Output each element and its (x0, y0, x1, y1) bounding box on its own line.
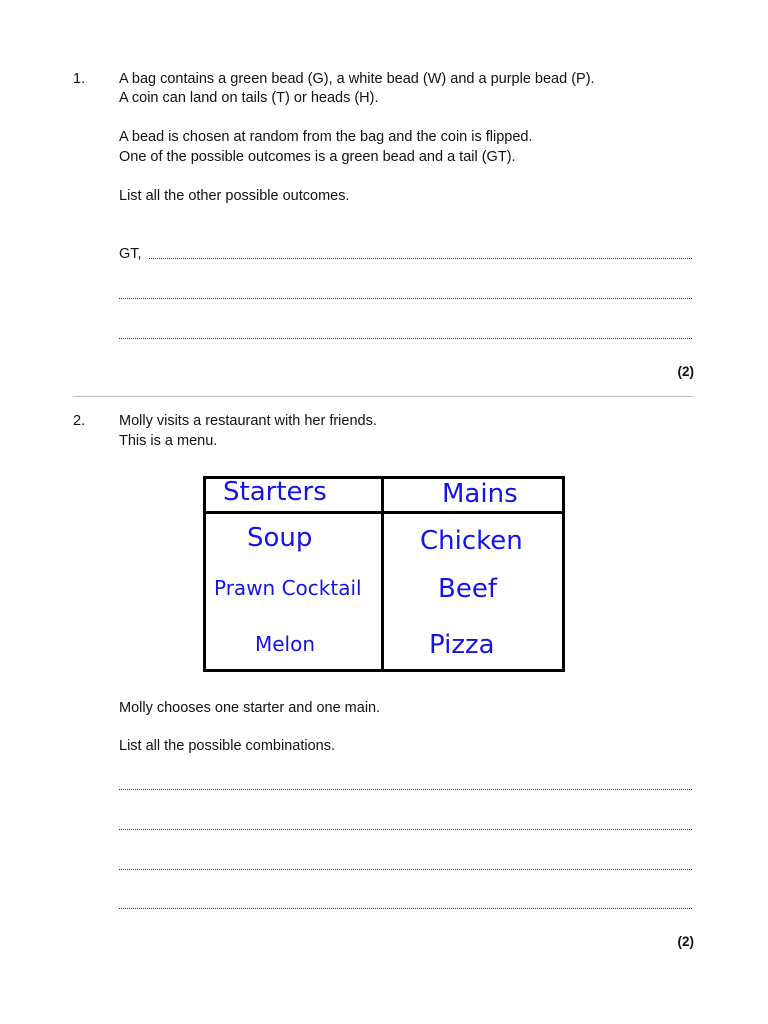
question-2-line-1: Molly visits a restaurant with her friends. (119, 413, 377, 429)
combination-line-1[interactable] (119, 788, 692, 790)
menu-table (203, 476, 565, 672)
question-1-line-3: A bead is chosen at random from the bag and the coin is flipped. (119, 129, 533, 145)
menu-header-divider (206, 511, 562, 514)
answer-line-2[interactable] (119, 297, 692, 299)
menu-column-divider (381, 479, 384, 669)
question-1-line-4: One of the possible outcomes is a green bead and a tail (GT). (119, 149, 516, 165)
answer-prefix: GT, (119, 246, 142, 262)
combination-line-2[interactable] (119, 828, 692, 830)
question-2-line-3: Molly chooses one starter and one main. (119, 700, 381, 716)
question-1-marks: (2) (677, 364, 694, 379)
menu-main-item: Chicken (420, 526, 523, 556)
question-1-line-2: A coin can land on tails (T) or heads (H). (119, 90, 379, 106)
menu-header-mains: Mains (442, 479, 518, 509)
menu-header-starters: Starters (223, 477, 327, 507)
question-1-number: 1. (73, 71, 86, 87)
combination-line-3[interactable] (119, 868, 692, 870)
question-1-instruction: List all the other possible outcomes. (119, 188, 350, 204)
menu-starter-item: Prawn Cocktail (214, 576, 362, 600)
answer-line-3[interactable] (119, 337, 692, 339)
question-2-line-2: This is a menu. (119, 433, 218, 449)
menu-main-item: Beef (438, 574, 497, 604)
question-1-line-1: A bag contains a green bead (G), a white bead (W) and a purple bead (P). (119, 71, 595, 87)
question-2-marks: (2) (677, 934, 694, 949)
menu-starter-item: Melon (255, 632, 316, 656)
answer-line-1[interactable] (149, 257, 692, 259)
question-2-number: 2. (73, 413, 86, 429)
section-divider (73, 396, 693, 397)
question-2-instruction: List all the possible combinations. (119, 738, 336, 754)
menu-starter-item: Soup (247, 523, 313, 553)
menu-main-item: Pizza (429, 630, 495, 660)
combination-line-4[interactable] (119, 907, 692, 909)
